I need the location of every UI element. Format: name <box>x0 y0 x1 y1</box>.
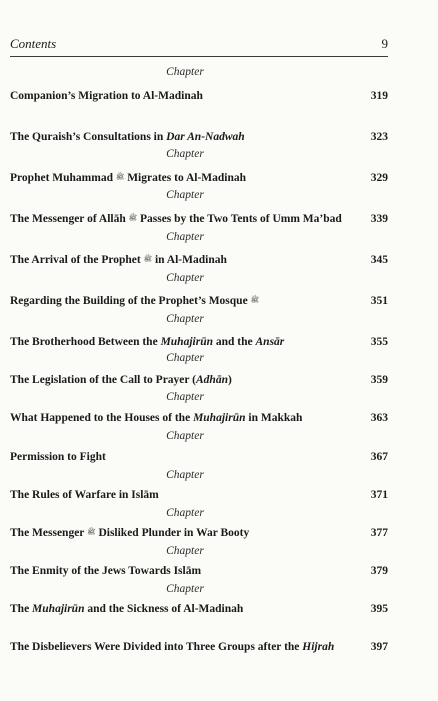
toc-entry-page: 379 <box>370 565 388 577</box>
toc-entry-title[interactable]: Regarding the Building of the Prophet’s Mosque ﷺ <box>10 295 260 307</box>
chapter-label: Chapter <box>166 231 204 243</box>
toc-entry-title[interactable]: The Disbelievers Were Divided into Three Groups after the Hijrah <box>10 641 335 653</box>
pbuh-symbol-icon: ﷺ <box>87 528 96 536</box>
page-header <box>10 36 388 54</box>
toc-entry-title[interactable]: The Legislation of the Call to Prayer (Adhān) <box>10 374 232 386</box>
chapter-label: Chapter <box>166 507 204 519</box>
toc-entry-page: 397 <box>370 641 388 653</box>
toc-entry-title[interactable]: The Messenger of Allāh ﷺ Passes by the Two Tents of Umm Ma’bad <box>10 213 342 225</box>
chapter-label: Chapter <box>166 391 204 403</box>
toc-entry-page: 363 <box>370 412 388 424</box>
toc-entry-title[interactable]: The Quraish’s Consultations in Dar An-Nadwah <box>10 131 245 143</box>
toc-entry-title[interactable]: Permission to Fight <box>10 451 106 463</box>
toc-entry-title[interactable]: Prophet Muhammad ﷺ Migrates to Al-Madinah <box>10 172 247 184</box>
toc-entry-title[interactable]: The Enmity of the Jews Towards Islām <box>10 565 202 577</box>
chapter-label: Chapter <box>166 430 204 442</box>
pbuh-symbol-icon: ﷺ <box>143 255 153 263</box>
toc-entry-page: 345 <box>370 254 388 266</box>
chapter-label: Chapter <box>166 66 204 78</box>
toc-entry-title[interactable]: The Rules of Warfare in Islām <box>10 489 159 501</box>
header-rule <box>10 56 388 57</box>
chapter-label: Chapter <box>166 272 204 284</box>
header-page-number: 9 <box>381 36 388 51</box>
toc-entry-page: 377 <box>370 527 388 539</box>
chapter-label: Chapter <box>166 313 204 325</box>
toc-entry-page: 319 <box>370 90 388 102</box>
chapter-label: Chapter <box>166 469 204 481</box>
toc-entry-title[interactable]: Companion’s Migration to Al-Madinah <box>10 90 203 102</box>
pbuh-symbol-icon: ﷺ <box>250 296 260 304</box>
toc-entry-title[interactable]: The Messenger ﷺ Disliked Plunder in War Booty <box>10 527 250 539</box>
chapter-label: Chapter <box>166 352 204 364</box>
toc-entry-page: 351 <box>370 295 388 307</box>
chapter-label: Chapter <box>166 189 204 201</box>
pbuh-symbol-icon: ﷺ <box>128 214 138 222</box>
toc-entry-page: 339 <box>370 213 388 225</box>
toc-entry-page: 359 <box>370 374 388 386</box>
toc-entry-page: 371 <box>370 489 388 501</box>
running-title: Contents <box>10 36 57 51</box>
toc-entry-title[interactable]: The Muhajirūn and the Sickness of Al-Madinah <box>10 603 244 615</box>
chapter-label: Chapter <box>166 148 204 160</box>
pbuh-symbol-icon: ﷺ <box>115 173 125 181</box>
toc-entry-page: 367 <box>370 451 388 463</box>
toc-entry-title[interactable]: The Arrival of the Prophet ﷺ in Al-Madinah <box>10 254 227 266</box>
toc-entry-title[interactable]: The Brotherhood Between the Muhajirūn and the Ansār <box>10 336 285 348</box>
chapter-label: Chapter <box>166 583 204 595</box>
toc-entry-page: 323 <box>370 131 388 143</box>
toc-entry-page: 355 <box>370 336 388 348</box>
toc-entry-page: 395 <box>370 603 388 615</box>
toc-entry-page: 329 <box>370 172 388 184</box>
chapter-label: Chapter <box>166 545 204 557</box>
toc-entry-title[interactable]: What Happened to the Houses of the Muhajirūn in Makkah <box>10 412 303 424</box>
